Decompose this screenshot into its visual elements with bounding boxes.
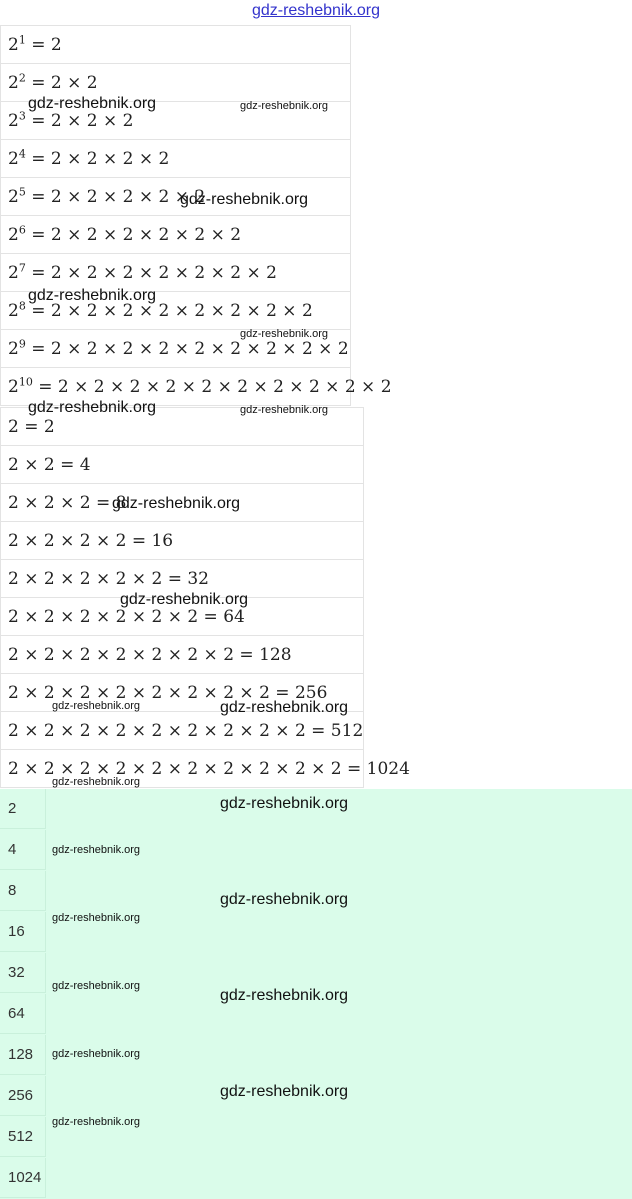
power-expansion: = 2 × 2 × 2 × 2 × 2 × 2 × 2 × 2 × 2 xyxy=(25,338,349,359)
product-row xyxy=(1,636,364,674)
answer-cell: 256 xyxy=(0,1076,46,1116)
power-cell xyxy=(1,216,351,254)
power-base: 2 xyxy=(8,224,19,245)
power-cell xyxy=(1,26,351,64)
watermark-text: gdz-reshebnik.org xyxy=(240,404,329,416)
site-title-link[interactable]: gdz-reshebnik.org xyxy=(251,2,381,19)
watermark-text: gdz-reshebnik.org xyxy=(28,399,157,416)
product-cell: 2 × 2 × 2 × 2 = 16 xyxy=(1,522,364,560)
power-expansion: = 2 × 2 × 2 × 2 × 2 × 2 × 2 × 2 xyxy=(25,300,313,321)
product-row xyxy=(1,522,364,560)
power-row xyxy=(1,140,351,178)
answer-cell: 4 xyxy=(0,830,46,870)
power-row xyxy=(1,216,351,254)
product-cell: 2 × 2 × 2 × 2 × 2 × 2 = 64 xyxy=(1,598,364,636)
power-expansion: = 2 × 2 × 2 xyxy=(25,110,134,131)
answer-cell: 1024 xyxy=(0,1158,46,1198)
answer-cell: 2 xyxy=(0,789,46,829)
power-base: 2 xyxy=(8,34,19,55)
watermark-text: gdz-reshebnik.org xyxy=(28,95,157,112)
watermark-text: gdz-reshebnik.org xyxy=(240,328,329,340)
product-row xyxy=(1,446,364,484)
watermark-text: gdz-reshebnik.org xyxy=(52,1048,141,1060)
watermark-text: gdz-reshebnik.org xyxy=(52,1116,141,1128)
watermark-text: gdz-reshebnik.org xyxy=(220,987,349,1004)
watermark-text: gdz-reshebnik.org xyxy=(52,912,141,924)
power-base: 2 xyxy=(8,72,19,93)
watermark-text: gdz-reshebnik.org xyxy=(28,287,157,304)
product-cell: 2 × 2 × 2 × 2 × 2 = 32 xyxy=(1,560,364,598)
power-exponent: 3 xyxy=(18,108,26,122)
product-cell: 2 × 2 × 2 × 2 × 2 × 2 × 2 = 128 xyxy=(1,636,364,674)
powers-table xyxy=(0,25,392,406)
product-row xyxy=(1,712,364,750)
answer-cell: 16 xyxy=(0,912,46,952)
power-exponent: 9 xyxy=(18,336,26,350)
watermark-text: gdz-reshebnik.org xyxy=(52,844,141,856)
watermark-text: gdz-reshebnik.org xyxy=(240,100,329,112)
answer-cell: 64 xyxy=(0,994,46,1034)
watermark-text: gdz-reshebnik.org xyxy=(112,495,241,512)
watermark-text: gdz-reshebnik.org xyxy=(120,591,249,608)
watermark-text: gdz-reshebnik.org xyxy=(52,700,141,712)
power-base: 2 xyxy=(8,110,19,131)
power-base: 2 xyxy=(8,338,19,359)
power-base: 2 xyxy=(8,186,19,207)
watermark-text: gdz-reshebnik.org xyxy=(220,1083,349,1100)
power-exponent: 4 xyxy=(18,146,26,160)
product-cell: 2 × 2 = 4 xyxy=(1,446,364,484)
answer-cell: 8 xyxy=(0,871,46,911)
power-expansion: = 2 × 2 × 2 × 2 × 2 × 2 × 2 xyxy=(25,262,277,283)
power-exponent: 10 xyxy=(18,374,33,388)
power-expansion: = 2 × 2 × 2 × 2 xyxy=(25,148,170,169)
power-base: 2 xyxy=(8,376,19,397)
power-expansion: = 2 × 2 × 2 × 2 × 2 × 2 xyxy=(25,224,242,245)
product-cell: 2 × 2 × 2 × 2 × 2 × 2 × 2 × 2 = 256 xyxy=(1,674,364,712)
power-row xyxy=(1,254,351,292)
watermark-text: gdz-reshebnik.org xyxy=(52,980,141,992)
power-exponent: 7 xyxy=(18,260,26,274)
answer-cell: 512 xyxy=(0,1117,46,1157)
product-cell: 2 = 2 xyxy=(1,408,364,446)
power-exponent: 2 xyxy=(18,70,26,84)
power-expansion: = 2 × 2 × 2 × 2 × 2 xyxy=(25,186,206,207)
power-exponent: 8 xyxy=(18,298,26,312)
power-cell xyxy=(1,140,351,178)
product-cell: 2 × 2 × 2 = 8 xyxy=(1,484,364,522)
power-base: 2 xyxy=(8,300,19,321)
power-expansion: = 2 × 2 xyxy=(25,72,98,93)
answer-cell: 32 xyxy=(0,953,46,993)
watermark-text: gdz-reshebnik.org xyxy=(220,891,349,908)
power-base: 2 xyxy=(8,262,19,283)
product-cell: 2 × 2 × 2 × 2 × 2 × 2 × 2 × 2 × 2 = 512 xyxy=(1,712,364,750)
watermark-text: gdz-reshebnik.org xyxy=(180,191,309,208)
watermark-text: gdz-reshebnik.org xyxy=(220,795,349,812)
power-expansion: = 2 × 2 × 2 × 2 × 2 × 2 × 2 × 2 × 2 × 2 xyxy=(32,376,392,397)
power-exponent: 1 xyxy=(18,32,26,46)
power-base: 2 xyxy=(8,148,19,169)
answer-cell: 128 xyxy=(0,1035,46,1075)
power-row xyxy=(1,26,351,64)
power-expansion: = 2 xyxy=(25,34,62,55)
watermark-text: gdz-reshebnik.org xyxy=(52,776,141,788)
product-cell: 2 × 2 × 2 × 2 × 2 × 2 × 2 × 2 × 2 × 2 = 1024 xyxy=(1,750,364,788)
power-exponent: 6 xyxy=(18,222,26,236)
watermark-text: gdz-reshebnik.org xyxy=(220,699,349,716)
power-exponent: 5 xyxy=(18,184,26,198)
power-cell xyxy=(1,254,351,292)
